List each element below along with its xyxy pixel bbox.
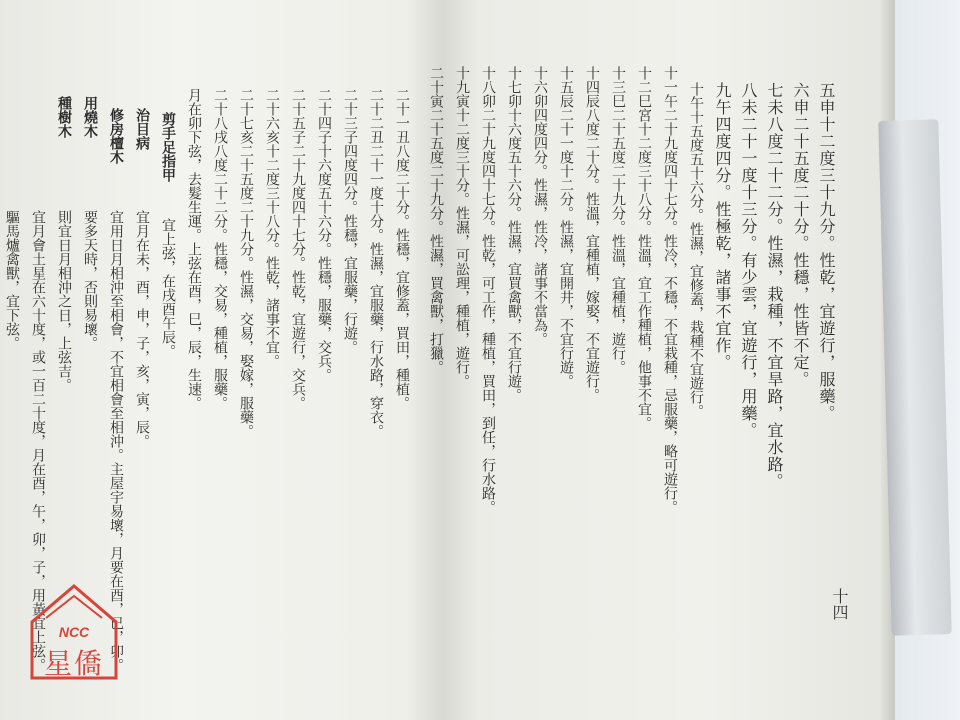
col-number: 二十四 [316, 88, 332, 130]
col-number: 十六 [532, 66, 548, 94]
right-col-20 [426, 66, 446, 374]
col-number: 九 [713, 82, 732, 99]
right-col-14 [582, 66, 602, 402]
col-text: 申十二度三十九分。性乾，宜遊行，服藥。 [817, 99, 836, 422]
col-number: 二十三 [342, 88, 358, 130]
col-number: 十八 [480, 66, 496, 94]
rule-topic-house: 修房檀木 [108, 108, 124, 164]
col-number: 二十一 [394, 88, 410, 130]
right-col-13 [608, 66, 628, 374]
col-text: 午十五度五十六分。性濕，宜修蓋，栽種不宜遊行。 [688, 96, 704, 418]
right-col-18 [478, 66, 498, 514]
rule-text-eye: 宜月在未，酉，申，子，亥，寅，辰。 [134, 210, 150, 448]
rule-text-house: 宜用日月相沖至相會，不宜相會至相沖。主屋宇易壞，月要在酉，巳，卯。 [108, 210, 124, 672]
right-page-number: 十四 [830, 588, 849, 620]
col-text: 寅二十五度二十九分。性濕，買禽獸，打獵。 [428, 94, 444, 374]
left-col-23 [340, 88, 360, 354]
col-number: 十三 [610, 66, 626, 94]
col-text: 子四度四分。性穩，宜服藥，行遊。 [342, 130, 358, 354]
right-col-17 [504, 66, 524, 402]
right-col-19 [452, 66, 472, 388]
nail-heading: 剪手足指甲 [160, 112, 176, 182]
col-number: 十五 [558, 66, 574, 94]
right-col-12 [634, 66, 654, 430]
col-number: 十四 [584, 66, 600, 94]
col-number: 十 [688, 82, 704, 96]
left-col-25 [288, 88, 308, 410]
col-number: 二十五 [290, 88, 306, 130]
left-col-21 [392, 88, 412, 410]
col-number: 七 [765, 82, 784, 99]
col-text: 丑八度二十分。性穩，宜修蓋，買田，種植。 [394, 130, 410, 410]
col-number: 十二 [636, 66, 652, 94]
col-number: 五 [817, 82, 836, 99]
left-col-27 [236, 88, 256, 438]
col-number: 六 [791, 82, 810, 99]
col-text: 巳宮十二度三十八分。性溫，宜工作種植，他事不宜。 [636, 94, 652, 430]
col-text: 卯十六度五十六分。性濕，宜買禽獸，不宜行遊。 [506, 94, 522, 402]
col-text: 午四度四分。性極乾，諸事不宜作。 [713, 99, 732, 371]
col-number: 二十八 [212, 88, 228, 130]
col-text: 午二十九度四十七分。性冷，不穩，不宜栽種，忌服藥，略可遊行。 [662, 94, 678, 514]
right-col-11 [660, 66, 680, 514]
col-number: 二十七 [238, 88, 254, 130]
left-col-22 [366, 88, 386, 438]
col-number: 十九 [454, 66, 470, 94]
right-col-6 [790, 82, 810, 388]
right-col-10 [686, 82, 706, 418]
col-text: 未二十一度十三分。有少雲，宜遊行，用藥。 [739, 99, 758, 439]
right-col-15 [556, 66, 576, 388]
col-text: 戌八度二十二分。性穩，交易，種植，服藥。 [212, 130, 228, 410]
col-text: 辰八度二十分。性溫，宜種植，嫁娶，不宜遊行。 [584, 94, 600, 402]
col-text: 子十六度五十六分。性穩，服藥，交兵。 [316, 130, 332, 382]
col-text: 卯二十九度四十七分。性乾，可工作，種植，買田，到任，行水路。 [480, 94, 496, 514]
col-number: 十七 [506, 66, 522, 94]
rule-topic-trees: 種樹木 [56, 96, 72, 138]
rule-text-trees: 宜月會土星在六十度，或一百二十度，月在酉，午，卯，子，用黃宜上弦。 [30, 210, 46, 672]
col-text: 申二十五度二十分。性穩，性皆不定。 [791, 99, 810, 388]
col-text: 丑二十一度十分。性濕，宜服藥，行水路，穿衣。 [368, 130, 384, 438]
rule-topic-firewood: 用燒木 [82, 96, 98, 138]
right-col-7 [764, 82, 784, 490]
col-number: 十一 [662, 66, 678, 94]
col-text: 寅十二度三十分。性濕，可訟理，種植，遊行。 [454, 94, 470, 388]
col-text: 亥十二度三十八分。性乾，諸事不宜。 [264, 130, 280, 368]
rule-topic-eye: 治目病 [134, 108, 150, 150]
right-col-9 [712, 82, 732, 371]
ncc-stamp [28, 582, 120, 682]
col-text: 亥二十五度二十九分。性濕，交易，娶嫁，服藥。 [238, 130, 254, 438]
right-col-16 [530, 66, 550, 346]
col-text: 巳二十五度二十九分。性溫，宜種植，遊行。 [610, 94, 626, 374]
rule-text-firewood: 則宜日月相沖之日，上弦吉。 [56, 210, 72, 392]
rule-text-animals: 驅馬爐禽獸，宜下弦。 [4, 210, 20, 350]
col-number: 八 [739, 82, 758, 99]
right-col-5 [816, 82, 836, 422]
col-number: 二十 [428, 66, 444, 94]
stamp-latin: NCC [58, 624, 90, 640]
right-col-8 [738, 82, 758, 439]
stamp-name: 星僑 [43, 647, 104, 680]
left-col-28 [210, 88, 230, 410]
col-number: 二十六 [264, 88, 280, 130]
nail-rule: 宜上弦，在戌酉午辰。 [160, 218, 176, 358]
col-text: 未八度二十二分。性濕，栽種，不宜旱路，宜水路。 [765, 99, 784, 490]
col-text: 子二十九度四十七分。性乾，宜遊行，交兵。 [290, 130, 306, 410]
left-col-24 [314, 88, 334, 382]
moon-rule-intro: 月在卯下弦，去髮生運。上弦在酉，巳，辰，生速。 [186, 88, 202, 410]
col-text: 辰二十一度十二分。性濕，宜開井，不宜行遊。 [558, 94, 574, 388]
rule-text-house-2: 要多天時，否則易壞。 [82, 210, 98, 350]
col-number: 二十二 [368, 88, 384, 130]
col-text: 卯四度四分。性濕，性冷，諸事不當為。 [532, 94, 548, 346]
left-col-26 [262, 88, 282, 368]
